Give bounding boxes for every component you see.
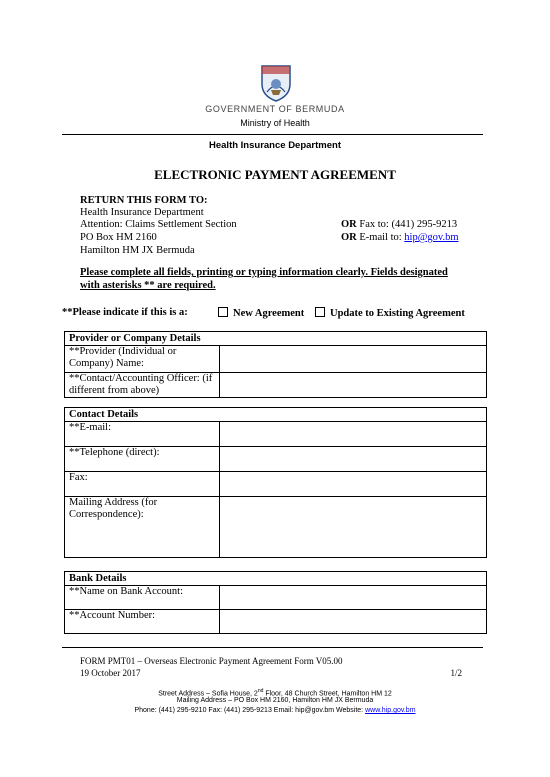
email-field[interactable] [220, 422, 487, 447]
indicate-label: **Please indicate if this is a: [62, 307, 188, 318]
street-address-pre: Street Address – Sofia House, 2 [158, 690, 258, 698]
provider-name-field[interactable] [220, 346, 487, 373]
footer-divider [62, 647, 483, 648]
contact-details-table [64, 407, 487, 558]
update-agreement-checkbox[interactable] [315, 307, 325, 317]
form-date: 19 October 2017 [80, 668, 141, 678]
fax-line [341, 219, 457, 231]
return-heading: RETURN THIS FORM TO: [80, 195, 208, 206]
email-line [341, 232, 459, 244]
bank-heading: Bank Details [65, 572, 487, 586]
fax-or: OR [341, 219, 357, 230]
email-text: E-mail to: [359, 232, 402, 243]
provider-details-table [64, 331, 487, 398]
header-divider [62, 134, 483, 135]
new-agreement-label: New Agreement [233, 308, 305, 319]
page-number: 1/2 [450, 668, 462, 678]
contact-officer-label: **Contact/Accounting Officer: (if different from above) [65, 373, 220, 398]
contact-line [0, 706, 550, 716]
mailing-address-label: Mailing Address (for Correspondence): [65, 497, 220, 558]
government-name: GOVERNMENT OF BERMUDA [205, 104, 345, 114]
telephone-field[interactable] [220, 447, 487, 472]
account-name-field[interactable] [220, 586, 487, 610]
fax-field[interactable] [220, 472, 487, 497]
email-link[interactable]: hip@gov.bm [404, 232, 459, 243]
account-number-field[interactable] [220, 610, 487, 634]
return-line-2: Attention: Claims Settlement Section [80, 219, 237, 230]
department-name: Health Insurance Department [209, 140, 341, 151]
account-number-label: **Account Number: [65, 610, 220, 634]
email-label: **E-mail: [65, 422, 220, 447]
update-agreement-label: Update to Existing Agreement [330, 308, 465, 319]
new-agreement-option[interactable] [218, 307, 304, 319]
website-link[interactable]: www.hip.gov.bm [365, 707, 416, 714]
mailing-address: Mailing Address – PO Box HM 2160, Hamilton HM JX Bermuda [176, 697, 374, 704]
update-agreement-option[interactable] [315, 307, 465, 319]
contact-line-text: Phone: (441) 295-9210 Fax: (441) 295-9213 Email: hip@gov.bm Website: [134, 707, 364, 714]
telephone-label: **Telephone (direct): [65, 447, 220, 472]
form-title: ELECTRONIC PAYMENT AGREEMENT [154, 167, 396, 182]
provider-heading: Provider or Company Details [65, 332, 487, 346]
account-name-label: **Name on Bank Account: [65, 586, 220, 610]
instructions: Please complete all fields, printing or typing information clearly. Fields designated with asterisks ** are required. [80, 267, 448, 291]
contact-officer-field[interactable] [220, 373, 487, 398]
provider-name-label: **Provider (Individual or Company) Name: [65, 346, 220, 373]
fax-text: Fax to: (441) 295-9213 [359, 219, 458, 230]
mailing-address-field[interactable] [220, 497, 487, 558]
form-id: FORM PMT01 – Overseas Electronic Payment Agreement Form V05.00 [80, 656, 343, 666]
new-agreement-checkbox[interactable] [218, 307, 228, 317]
return-line-4: Hamilton HM JX Bermuda [80, 245, 195, 256]
fax-label: Fax: [65, 472, 220, 497]
bank-details-table [64, 571, 487, 634]
ministry-name: Ministry of Health [240, 118, 310, 128]
street-address-sup: nd [257, 688, 264, 694]
return-line-1: Health Insurance Department [80, 207, 204, 218]
bermuda-crest-icon [259, 62, 293, 102]
email-or: OR [341, 232, 357, 243]
contact-heading: Contact Details [65, 408, 487, 422]
street-address-post: Floor, 48 Church Street, Hamilton HM 12 [263, 690, 392, 698]
return-line-3: PO Box HM 2160 [80, 232, 157, 243]
